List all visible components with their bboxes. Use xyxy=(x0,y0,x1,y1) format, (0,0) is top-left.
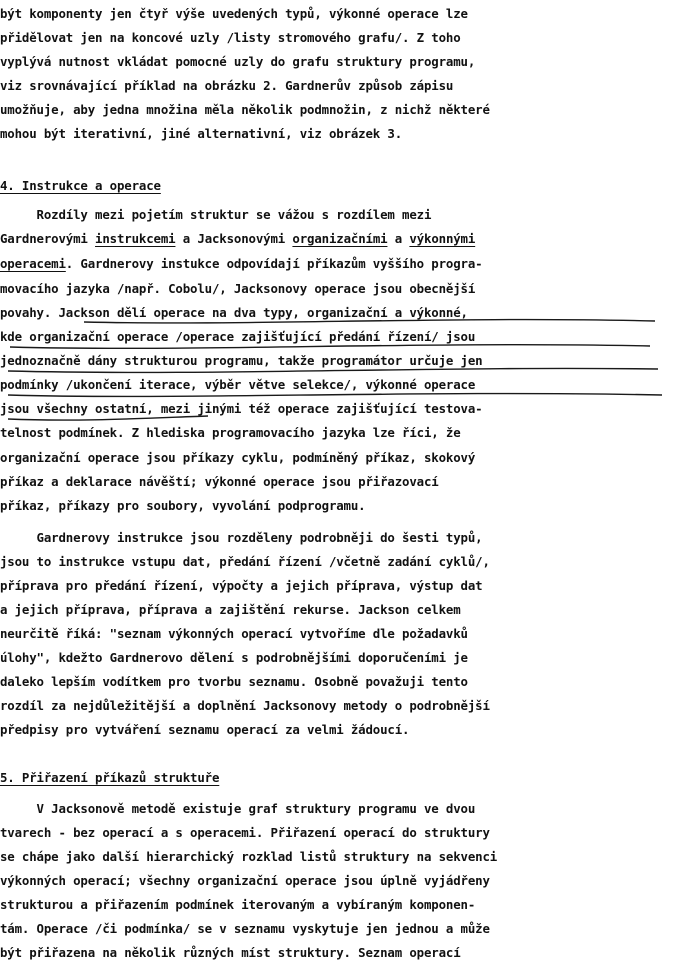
text-line: povahy. Jackson dělí operace na dva typy, organizační a výkonné, xyxy=(0,305,468,320)
text-line: Rozdíly mezi pojetím struktur se vážou s rozdílem mezi xyxy=(0,207,432,222)
section-heading-4: 4. Instrukce a operace xyxy=(0,178,161,193)
text-line: předpisy pro vytváření seznamu operací za velmi žádoucí. xyxy=(0,722,410,737)
text-line: podmínky /ukončení iterace, výběr větve selekce/, výkonné operace xyxy=(0,377,476,392)
text-line: umožňuje, aby jedna množina měla několik podmnožin, z nichž některé xyxy=(0,102,490,117)
text-line: výkonných operací; všechny organizační operace jsou úplně vyjádřeny xyxy=(0,873,490,888)
text-line: organizační operace jsou příkazy cyklu, podmíněný příkaz, skokový xyxy=(0,450,476,465)
text-line: rozdíl za nejdůležitější a doplnění Jacksonovy metody o podrobnější xyxy=(0,698,490,713)
text-line: a jejich příprava, příprava a zajištění rekurse. Jackson celkem xyxy=(0,602,461,617)
text-line: příkaz a deklarace návěští; výkonné operace jsou přiřazovací xyxy=(0,474,439,489)
text-line: jsou všechny ostatní, mezi jinými též operace zajišťující testova- xyxy=(0,401,483,416)
section-heading-5: 5. Přiřazení příkazů struktuře xyxy=(0,770,220,785)
text-line xyxy=(0,231,675,247)
text-line: jsou to instrukce vstupu dat, předání řízení /včetně zadání cyklů/, xyxy=(0,554,490,569)
text-fragment: Gardnerovými xyxy=(0,231,96,246)
text-line: příprava pro předání řízení, výpočty a jejich příprava, výstup dat xyxy=(0,578,483,593)
text-line: příkaz, příkazy pro soubory, vyvolání podprogramu. xyxy=(0,498,366,513)
text-line: být komponenty jen čtyř výše uvedených typů, výkonné operace lze xyxy=(0,6,468,21)
underlined-term: operacemi xyxy=(0,256,66,271)
underlined-term: instrukcemi xyxy=(95,231,176,246)
underlined-term: organizačními xyxy=(292,231,388,246)
text-line: kde organizační operace /operace zajišťující předání řízení/ jsou xyxy=(0,329,476,344)
text-line: neurčitě říká: "seznam výkonných operací vytvoříme dle požadavků xyxy=(0,626,468,641)
text-line xyxy=(0,256,675,272)
text-line: vyplývá nutnost vkládat pomocné uzly do grafu struktury programu, xyxy=(0,54,476,69)
text-line: být přiřazena na několik různých míst struktury. Seznam operací xyxy=(0,945,461,960)
text-line: přidělovat jen na koncové uzly /listy stromového grafu/. Z toho xyxy=(0,30,461,45)
pen-underline xyxy=(10,345,650,349)
text-line: V Jacksonově metodě existuje graf struktury programu ve dvou xyxy=(0,801,476,816)
text-fragment: a Jacksonovými xyxy=(175,231,293,246)
pen-underline xyxy=(8,394,662,397)
text-line: telnost podmínek. Z hlediska programovacího jazyka lze říci, že xyxy=(0,425,461,440)
underlined-term: výkonnými xyxy=(409,231,476,246)
text-line: strukturou a přiřazením podmínek iterovaným a vybíraným komponen- xyxy=(0,897,476,912)
text-fragment: . Gardnerovy instukce odpovídají příkazům vyššího progra- xyxy=(65,256,483,271)
text-line: Gardnerovy instrukce jsou rozděleny podrobněji do šesti typů, xyxy=(0,530,483,545)
text-line: daleko lepším vodítkem pro tvorbu seznamu. Osobně považuji tento xyxy=(0,674,468,689)
text-line: tvarech - bez operací a s operacemi. Přiřazení operací do struktury xyxy=(0,825,490,840)
text-line: movacího jazyka /např. Cobolu/, Jacksonovy operace jsou obecnější xyxy=(0,281,476,296)
text-line: jednoznačně dány strukturou programu, takže programátor určuje jen xyxy=(0,353,483,368)
text-line: viz srovnávající příklad na obrázku 2. Gardnerův způsob zápisu xyxy=(0,78,454,93)
text-line: úlohy", kdežto Gardnerovo dělení s podrobnějšími doporučeními je xyxy=(0,650,468,665)
text-line: mohou být iterativní, jiné alternativní, viz obrázek 3. xyxy=(0,126,403,141)
pen-underline xyxy=(8,368,658,372)
text-line: se chápe jako další hierarchický rozklad listů struktury na sekvenci xyxy=(0,849,498,864)
text-fragment: a xyxy=(387,231,410,246)
text-line: tám. Operace /či podmínka/ se v seznamu vyskytuje jen jednou a může xyxy=(0,921,490,936)
